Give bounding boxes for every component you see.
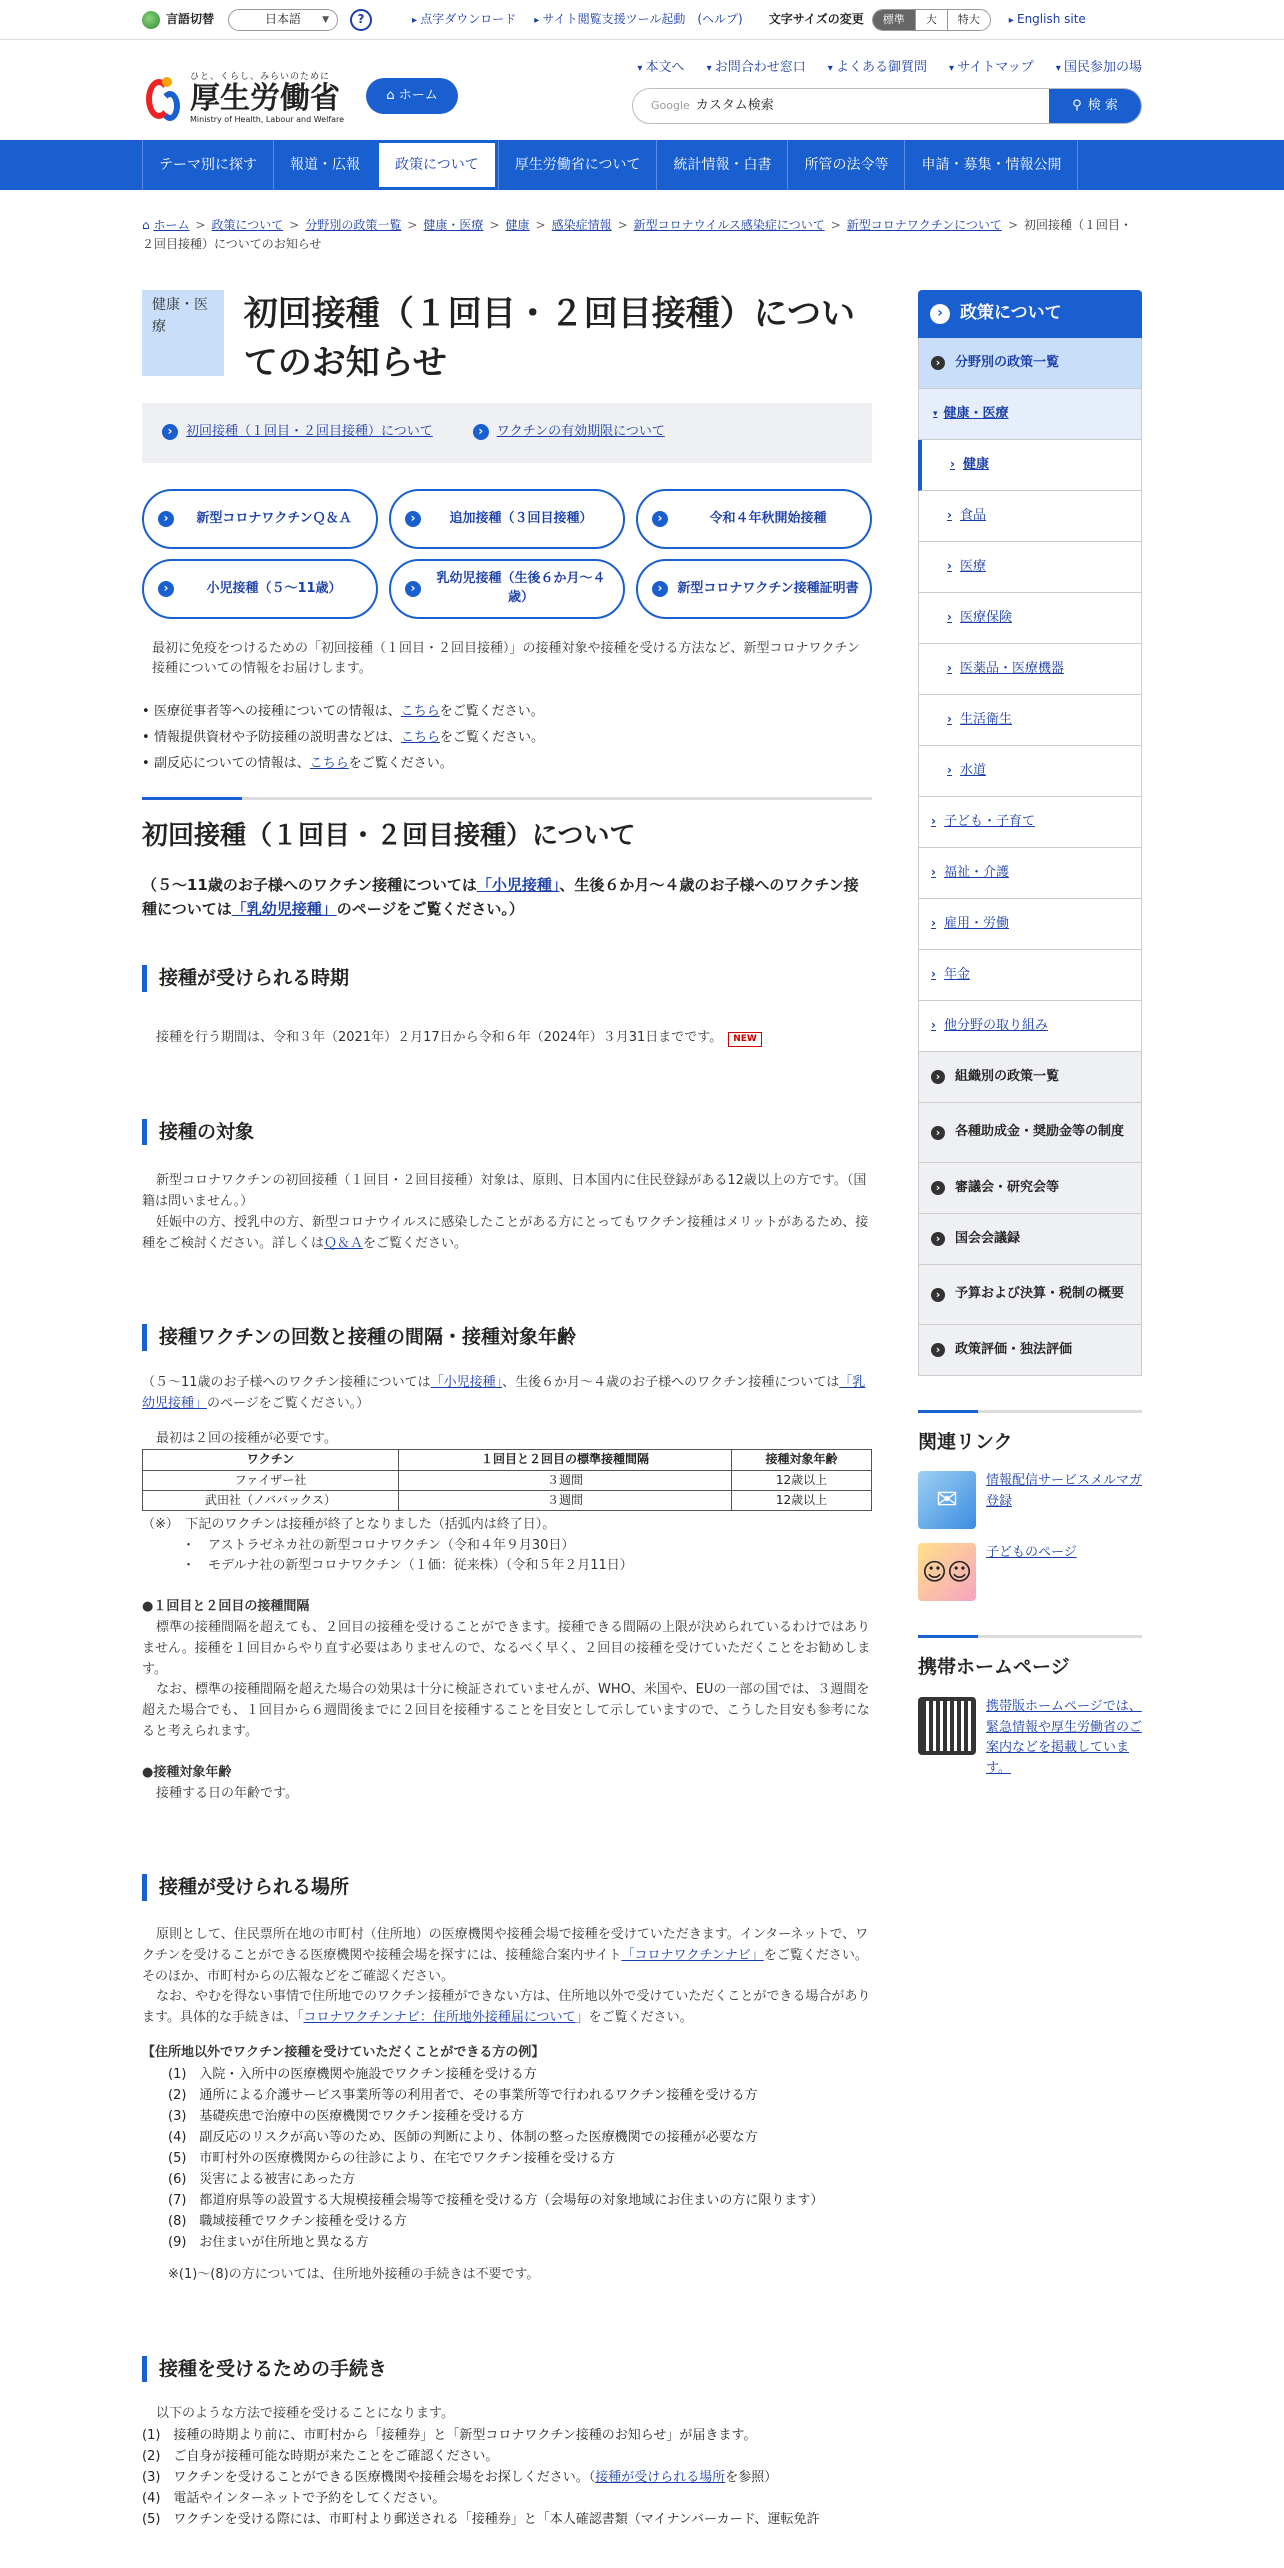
doses-heading: 接種ワクチンの回数と接種の間隔・接種対象年齢 xyxy=(142,1324,872,1351)
qa-link[interactable]: Ｑ＆Ａ xyxy=(324,1235,364,1251)
list-item: (2) ご自身が接種可能な時期が来たことをご確認ください。 xyxy=(142,2449,499,2465)
logo-tagline: ひと、くらし、みらいのために xyxy=(190,72,331,82)
public-participation-link[interactable]: ▾ 国民参加の場 xyxy=(1056,58,1142,79)
medical-staff-link[interactable]: こちら xyxy=(400,704,440,720)
contact-link[interactable]: ▾ お問合わせ窓口 xyxy=(707,58,806,79)
sidebar-item-children[interactable]: › 子ども・子育て xyxy=(918,797,1142,848)
chevron-down-icon: ▼ xyxy=(322,14,330,25)
page-toc xyxy=(142,403,872,463)
faq-link[interactable]: ▾ よくある御質問 xyxy=(828,58,927,79)
pill-label: › 令和４年秋開始接種 xyxy=(709,510,827,526)
materials-link[interactable]: こちら xyxy=(401,729,441,745)
list-item: (5) ワクチンを受ける際には、市町村より郵送される「接種券」と「本人確認書類（マイナンバーカード、運転免許 xyxy=(142,2512,820,2528)
page-title: 初回接種（１回目・２回目接種）についてのお知らせ xyxy=(243,294,856,384)
chevron-down-icon: ▾ xyxy=(933,408,938,419)
age-text: 接種する日の年齢です。 xyxy=(156,1785,298,1801)
sitemap-link[interactable]: ▾ サイトマップ xyxy=(949,58,1034,79)
logo-japanese: 厚生労働省 xyxy=(190,81,340,117)
font-size-large[interactable]: 大 xyxy=(915,10,947,30)
out-of-area-link[interactable]: コロナワクチンナビ：住所地外接種届について xyxy=(303,2010,576,2026)
table-cell: 12歳以上 xyxy=(732,1470,872,1490)
list-item: (4) 電話やインターネットで予約をしてください。 xyxy=(142,2491,446,2507)
pill-label: › 追加接種（３回目接種） xyxy=(449,510,593,526)
procedure-intro: 以下のような方法で接種を受けることになります。 xyxy=(156,2406,454,2422)
crumb-covid[interactable]: 新型コロナウイルス感染症について xyxy=(633,218,825,232)
crumb-infection[interactable]: 感染症情報 xyxy=(551,218,612,232)
related-link-label: 情報配信サービスメルマガ登録 xyxy=(986,1473,1143,1510)
related-link-label: 子どものページ xyxy=(986,1545,1077,1561)
location-note: なお、やむを得ない事情で住所地でのワクチン接種ができない方は、住所地以外で受けていただくことができる場合があります。具体的な手続きは、「コロナワクチンナビ：住所地外接種届について」をご覧ください。 xyxy=(142,1989,871,2026)
nav-press[interactable]: 報道・広報 xyxy=(273,140,376,190)
utility-bar xyxy=(0,0,1284,40)
infant-vaccination-link[interactable]: 「乳幼児接種」 xyxy=(142,1374,866,1411)
out-of-area-list xyxy=(142,2064,872,2253)
font-size-label: 文字サイズの変更 xyxy=(768,12,864,27)
child-vaccination-link[interactable]: 「小児接種」 xyxy=(430,1374,503,1390)
doses-required: 最初は２回の接種が必要です。 xyxy=(156,1430,337,1446)
sidebar-item-diet-records[interactable]: › 国会会議録 xyxy=(918,1214,1142,1265)
global-nav xyxy=(0,140,1284,190)
period-heading: 接種が受けられる時期 xyxy=(142,965,872,992)
help-icon[interactable]: ? xyxy=(350,9,372,31)
sidebar-item-policy-list[interactable]: › 分野別の政策一覧 xyxy=(918,338,1142,389)
pill-label: › 新型コロナワクチン接種証明書 xyxy=(677,580,859,596)
procedure-list xyxy=(142,2425,872,2530)
search-icon: ⚲ xyxy=(1072,97,1082,113)
main-content xyxy=(142,290,872,2530)
crumb-health-medical[interactable]: 健康・医療 xyxy=(423,218,484,232)
eligibility-heading: 接種の対象 xyxy=(142,1119,872,1146)
list-item: (3) 基礎疾患で治療中の医療機関でワクチン接種を受ける方 xyxy=(168,2108,524,2124)
home-button[interactable] xyxy=(366,78,458,114)
font-size-xlarge[interactable]: 特大 xyxy=(947,10,990,30)
sidebar-item-health[interactable]: › 健康 xyxy=(918,440,1142,491)
nav-statistics[interactable]: 統計情報・白書 xyxy=(656,140,787,190)
period-text: 接種を行う期間は、令和３年（2021年）２月17日から令和６年（2024年）３月31日までです。 NEW xyxy=(142,1028,872,1049)
nav-about[interactable]: 厚生労働省について xyxy=(498,140,657,190)
list-item: (5) 市町村外の医療機関からの往診により、在宅でワクチン接種を受ける方 xyxy=(168,2150,615,2166)
sidebar-title: 政策について xyxy=(960,303,1062,324)
crumb-home[interactable]: ホーム xyxy=(153,218,190,232)
language-label: 言語切替 xyxy=(166,12,215,27)
intro-text: 最初に免疫をつけるための「初回接種（１回目・２回目接種）」の接種対象や接種を受ける方法など、新型コロナワクチン接種についての情報をお届けします。 xyxy=(152,640,860,677)
sidebar-item-insurance[interactable]: › 医療保険 xyxy=(918,593,1142,644)
home-label: ホーム xyxy=(398,87,438,103)
utility-links xyxy=(412,10,743,29)
list-item: (2) 通所による介護サービス事業所等の利用者で、その事業所等で行われるワクチン接種を受ける方 xyxy=(168,2087,758,2103)
nav-applications[interactable]: 申請・募集・情報公開 xyxy=(904,140,1078,190)
pill-infant[interactable] xyxy=(389,559,625,619)
header-links xyxy=(637,58,1142,79)
search-input[interactable] xyxy=(633,89,1049,123)
ended-vaccines-note xyxy=(142,1515,872,1577)
table-row xyxy=(143,1470,872,1490)
pill-label: › 新型コロナワクチンＱ＆Ａ xyxy=(196,510,352,526)
section-heading: 初回接種（１回目・２回目接種）について xyxy=(142,797,872,858)
list-item: (7) 都道府県等の設置する大規模接種会場等で接種を受ける方（会場毎の対象地域にお住まいの方に限ります） xyxy=(168,2192,824,2208)
interval-text: 標準の接種間隔を超えても、２回目の接種を受けることができます。接種できる間隔の上限が決められているわけではありません。接種を１回目からやり直す必要はありませんので、なるべく早く、２回目の接種を受けていただくことをお勧めします。 xyxy=(142,1620,871,1677)
language-value: 日本語 xyxy=(265,12,302,27)
list-item: • 情報提供資材や予防接種の説明書などは、こちらをご覧ください。 xyxy=(142,728,872,749)
site-logo[interactable] xyxy=(142,70,344,127)
list-item: (3) ワクチンを受けることができる医療機関や接種会場をお探しください。（接種が受けられる場所を参照） xyxy=(142,2470,778,2486)
table-header: １回目と２回目の標準接種間隔 xyxy=(399,1450,732,1470)
globe-icon xyxy=(142,11,160,29)
accessibility-tool-link[interactable]: ▸ サイト閲覧支援ツール起動 (ヘルプ) xyxy=(534,10,743,29)
infant-vaccination-link[interactable]: 「乳幼児接種」 xyxy=(231,900,337,919)
list-item: (8) 職域接種でワクチン接種を受ける方 xyxy=(168,2213,407,2229)
sidebar-item-other[interactable]: › 他分野の取り組み xyxy=(918,1001,1142,1052)
list-item: • 医療従事者等への接種についての情報は、こちらをご覧ください。 xyxy=(142,702,872,723)
table-cell: ファイザー社 xyxy=(143,1470,399,1490)
location-heading: 接種が受けられる場所 xyxy=(142,1874,872,1901)
logo-text xyxy=(190,70,344,127)
eligibility-note: 妊娠中の方、授乳中の方、新型コロナウイルスに感染したことがある方にとってもワクチン接種はメリットがあるため、接種をご検討ください。詳しくはＱ＆Ａをご覧ください。 xyxy=(142,1214,869,1251)
nav-laws[interactable]: 所管の法令等 xyxy=(787,140,904,190)
vaccine-table xyxy=(142,1449,872,1511)
out-of-area-list-title: 【住所地以外でワクチン接種を受けていただくことができる方の例】 xyxy=(142,2045,545,2061)
list-item: (4) 副反応のリスクが高い等のため、医師の判断により、体制の整った医療機関での接種が必要な方 xyxy=(168,2129,758,2145)
pill-booster[interactable] xyxy=(389,489,625,549)
pill-autumn[interactable] xyxy=(636,489,872,549)
crumb-vaccine[interactable]: 新型コロナワクチンについて xyxy=(846,218,1002,232)
info-bullets xyxy=(142,702,872,774)
mobile-heading: 携帯ホームページ xyxy=(918,1635,1142,1682)
child-vaccination-link[interactable]: 「小児接種」 xyxy=(476,876,560,895)
sidebar-item-budget[interactable]: › 予算および決算・税制の概要 xyxy=(918,1265,1142,1325)
nav-theme[interactable]: テーマ別に探す xyxy=(142,140,273,190)
location-text: 原則として、住民票所在地の市町村（住所地）の医療機関や接種会場で接種を受けていただきます。インターネットで、ワクチンを受けることができる医療機関や接種会場を探すには、接種総合案内サイト「コロナワクチンナビ」をご覧ください。そのほか、市町村からの広報などをご確認ください。 xyxy=(142,1927,869,1984)
font-size-standard[interactable]: 標準 xyxy=(873,10,915,30)
site-header xyxy=(0,40,1284,140)
sidebar-item-by-organization[interactable]: › 組織別の政策一覧 xyxy=(918,1052,1142,1103)
pill-qa[interactable] xyxy=(142,489,378,549)
sidebar-item-food[interactable]: › 食品 xyxy=(918,491,1142,542)
pill-label: › 乳幼児接種（生後６か月～４歳） xyxy=(436,571,606,605)
sidebar xyxy=(918,290,1142,1780)
list-item: (6) 災害による被害にあった方 xyxy=(168,2171,356,2187)
procedure-heading: 接種を受けるための手続き xyxy=(142,2356,872,2383)
mail-icon: ✉ xyxy=(918,1471,976,1529)
related-link-mailmag[interactable] xyxy=(918,1471,1142,1529)
crumb-health[interactable]: 健康 xyxy=(505,218,530,232)
sidebar-item-welfare[interactable]: › 福祉・介護 xyxy=(918,848,1142,899)
sidebar-item-hygiene[interactable]: › 生活衛生 xyxy=(918,695,1142,746)
braille-download-link[interactable]: ▸ 点字ダウンロード xyxy=(412,10,516,29)
toc-link-expiry[interactable]: › ワクチンの有効期限について xyxy=(473,422,665,443)
list-item: (1) 接種の時期より前に、市町村から「接種券」と「新型コロナワクチン接種のお知らせ」が届きます。 xyxy=(142,2428,757,2444)
home-icon: ⌂ xyxy=(386,87,399,103)
out-of-area-note: ※(1)～(8)の方については、住所地外接種の手続きは不要です。 xyxy=(168,2266,540,2282)
doses-note: （５～11歳のお子様へのワクチン接種については「小児接種」、生後６か月～４歳のお子様へのワクチン接種については「乳幼児接種」のページをご覧ください。） xyxy=(142,1374,866,1411)
table-header: 接種対象年齢 xyxy=(732,1450,872,1470)
note-line: ・ アストラゼネカ社の新型コロナワクチン（令和４年９月30日） xyxy=(182,1537,575,1553)
chevron-right-icon: › xyxy=(930,304,950,324)
ministry-logo-icon xyxy=(142,73,190,125)
list-item: • 副反応についての情報は、こちらをご覧ください。 xyxy=(142,754,872,775)
vaccine-navi-link[interactable]: 「コロナワクチンナビ」 xyxy=(621,1947,764,1963)
new-badge: NEW xyxy=(728,1032,762,1047)
related-pills xyxy=(142,489,872,619)
crumb-policy[interactable]: 政策について xyxy=(211,218,284,232)
note-line: ・ モデルナ社の新型コロナワクチン（１価：従来株）（令和５年２月11日） xyxy=(182,1558,633,1574)
table-cell: ３週間 xyxy=(399,1470,732,1490)
search-placeholder: カスタム検索 xyxy=(695,97,774,113)
age-heading: ●接種対象年齢 xyxy=(142,1764,232,1780)
sidebar-item-medical[interactable]: › 医療 xyxy=(918,542,1142,593)
sidebar-item-evaluation[interactable]: › 政策評価・独法評価 xyxy=(918,1325,1142,1376)
table-header-row xyxy=(143,1450,872,1470)
sidebar-item-drugs[interactable]: › 医薬品・医療機器 xyxy=(918,644,1142,695)
list-item: (9) お住まいが住所地と異なる方 xyxy=(168,2234,369,2250)
table-cell: ３週間 xyxy=(399,1490,732,1510)
sidebar-item-employment[interactable]: › 雇用・労働 xyxy=(918,899,1142,950)
mobile-site-text: 携帯版ホームページでは、緊急情報や厚生労働省のご案内などを掲載しています。 xyxy=(986,1698,1143,1777)
qr-code-icon xyxy=(918,1697,976,1755)
nav-policy[interactable]: 政策について xyxy=(376,140,498,190)
sidebar-item-water[interactable]: › 水道 xyxy=(918,746,1142,797)
note-line: （※） 下記のワクチンは接種が終了となりました（括弧内は終了日）。 xyxy=(142,1516,556,1532)
sidebar-header[interactable] xyxy=(918,290,1142,338)
pill-child[interactable] xyxy=(142,559,378,619)
logo-english: Ministry of Health, Labour and Welfare xyxy=(190,115,345,125)
category-badge: 健康・医療 xyxy=(142,290,224,376)
table-header: ワクチン xyxy=(143,1450,399,1470)
related-links-heading: 関連リンク xyxy=(918,1410,1142,1457)
skip-to-content-link[interactable]: ▾ 本文へ xyxy=(637,58,684,79)
crumb-current: 初回接種（１回目・２回目接種）についてのお知らせ xyxy=(142,218,1133,252)
eligibility-text: 新型コロナワクチンの初回接種（１回目・２回目接種）対象は、原則、日本国内に住民登録がある12歳以上の方です。（国籍は問いません。） xyxy=(142,1173,867,1209)
breadcrumb: ⌂ ホーム > 政策について > 分野別の政策一覧 > 健康・医療 > 健康 > 感染症情報 > 新型コロナウイルス感染症について > 新型コロナワクチンについて > 初回接種（１回目・２回目接種）についてのお知らせ xyxy=(142,218,1133,252)
interval-heading: ●１回目と２回目の接種間隔 xyxy=(142,1599,310,1615)
search-box xyxy=(632,88,1142,124)
table-cell: 12歳以上 xyxy=(732,1490,872,1510)
search-button-label: 検 索 xyxy=(1087,97,1118,113)
search-brand: Google xyxy=(651,99,690,113)
table-cell: 武田社（ノババックス） xyxy=(143,1490,399,1510)
font-size-switch xyxy=(872,9,991,31)
kids-icon: ☺☺ xyxy=(918,1543,976,1601)
interval-text-2: なお、標準の接種間隔を超えた場合の効果は十分に検証されていませんが、WHO、米国や、EUの一部の国では、３週間を超えた場合でも、１回目から６週間後までに２回目を接種することを目安として示していますので、こうした目安も参考になると考えられます。 xyxy=(142,1682,870,1740)
language-select[interactable] xyxy=(228,9,338,31)
pill-certificate[interactable] xyxy=(636,559,872,619)
pill-label: › 小児接種（５～11歳） xyxy=(206,580,342,596)
mobile-site-link[interactable] xyxy=(918,1697,1142,1780)
location-link[interactable]: 接種が受けられる場所 xyxy=(595,2470,726,2486)
english-site-link[interactable]: ▸ English site xyxy=(1009,10,1086,29)
side-effects-link[interactable]: こちら xyxy=(309,755,349,771)
sidebar-item-pension[interactable]: › 年金 xyxy=(918,950,1142,1001)
crumb-policy-list[interactable]: 分野別の政策一覧 xyxy=(305,218,402,232)
search-button[interactable] xyxy=(1049,89,1141,123)
home-icon: ⌂ xyxy=(142,218,154,232)
section-lead: （５～11歳のお子様へのワクチン接種については「小児接種」、生後６か月～４歳のお子様へのワクチン接種については「乳幼児接種」のページをご覧ください。） xyxy=(142,876,859,919)
sidebar-item-health-medical[interactable]: ▾ 健康・医療 xyxy=(918,389,1142,440)
related-link-kids[interactable] xyxy=(918,1543,1142,1601)
sidebar-item-councils[interactable]: › 審議会・研究会等 xyxy=(918,1163,1142,1214)
sidebar-item-grants[interactable]: › 各種助成金・奨励金等の制度 xyxy=(918,1103,1142,1163)
toc-link-initial[interactable]: › 初回接種（１回目・２回目接種）について xyxy=(162,422,433,443)
list-item: (1) 入院・入所中の医療機関や施設でワクチン接種を受ける方 xyxy=(168,2066,537,2082)
table-row xyxy=(143,1490,872,1510)
